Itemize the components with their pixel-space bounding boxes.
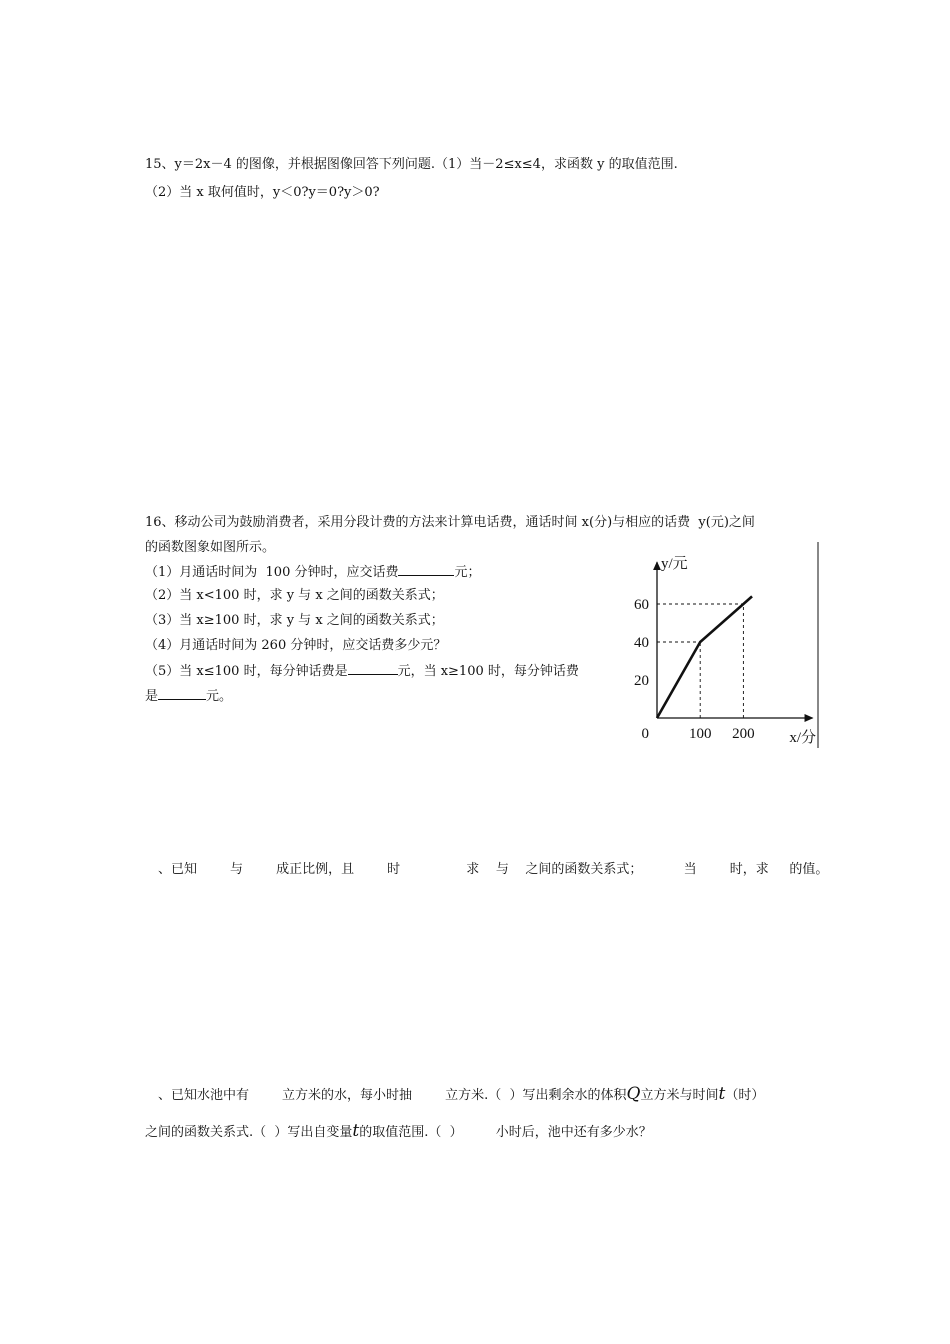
fee-series-line: [657, 596, 752, 718]
q16-part5: [145, 662, 579, 681]
q16-line1: 16、移动公司为鼓励消费者，采用分段计费的方法来计算电话费，通话时间 x(分)与相应的话费 y(元)之间: [145, 515, 755, 530]
q16-part5-line2-unit: 元。: [206, 689, 233, 704]
y-tick-label: 60: [634, 597, 649, 613]
q15-line2: （2）当 x 取何值时，y＜0?y＝0?y＞0?: [145, 185, 380, 200]
phone-fee-graph: [625, 540, 825, 750]
q18-line1: [158, 1085, 764, 1105]
x-tick-label: 200: [732, 726, 755, 742]
var-t: t: [718, 1084, 726, 1104]
origin-label: 0: [641, 726, 649, 742]
q18-line1-part-b: 立方米与时间: [640, 1088, 719, 1103]
q16-part1: [145, 563, 481, 582]
q16-part4: （4）月通话时间为 260 分钟时，应交话费多少元？: [145, 638, 447, 653]
q16-line2: 的函数图象如图所示。: [145, 540, 276, 555]
q18-line2-part-a: 之间的函数关系式.（ ）写出自变量: [145, 1125, 353, 1140]
dashed-guides: [657, 604, 743, 718]
q18-line1-part-a: 、已知水池中有 立方米的水，每小时抽 立方米.（ ）写出剩余水的体积: [158, 1088, 627, 1103]
y-axis-title: y/元: [661, 556, 688, 572]
q18-line1-part-c: （时）: [725, 1088, 765, 1103]
var-q: Q: [626, 1084, 641, 1104]
x-axis-title: x/分: [789, 730, 816, 746]
x-tick-label: 100: [688, 726, 712, 742]
answer-blank: [348, 662, 398, 675]
axis-labels: [634, 555, 816, 746]
q16-part3: （3）当 x≥100 时，求 y 与 x 之间的函数关系式；: [145, 613, 444, 628]
answer-blank: [398, 563, 454, 576]
q16-part5-line2-text: 是: [145, 689, 159, 704]
y-tick-label: 40: [634, 635, 649, 651]
answer-blank: [158, 687, 206, 700]
var-t: t: [352, 1121, 360, 1141]
y-tick-label: 20: [634, 673, 649, 689]
q16-part5-mid: 元，当 x≥100 时，每分钟话费: [397, 664, 579, 679]
q16-part5-cont: [145, 687, 232, 706]
q16-part2: （2）当 x<100 时，求 y 与 x 之间的函数关系式；: [145, 588, 444, 603]
q16-part1-unit: 元；: [454, 565, 481, 580]
q18-line2: [145, 1122, 652, 1142]
q17-text: 、已知 与 成正比例，且 时 求 与 之间的函数关系式； 当 时，求 的值。: [158, 862, 829, 877]
axes: [657, 562, 813, 718]
q16-part1-text: （1）月通话时间为 100 分钟时，应交话费: [145, 565, 399, 580]
q16-part5-text: （5）当 x≤100 时，每分钟话费是: [145, 664, 348, 679]
series: [657, 596, 752, 718]
q15-line1: 15、y＝2x－4 的图像，并根据图像回答下列问题.（1）当－2≤x≤4，求函数 y 的取值范围.: [145, 157, 678, 172]
q18-line2-part-b: 的取值范围.（ ） 小时后，池中还有多少水？: [359, 1125, 652, 1140]
